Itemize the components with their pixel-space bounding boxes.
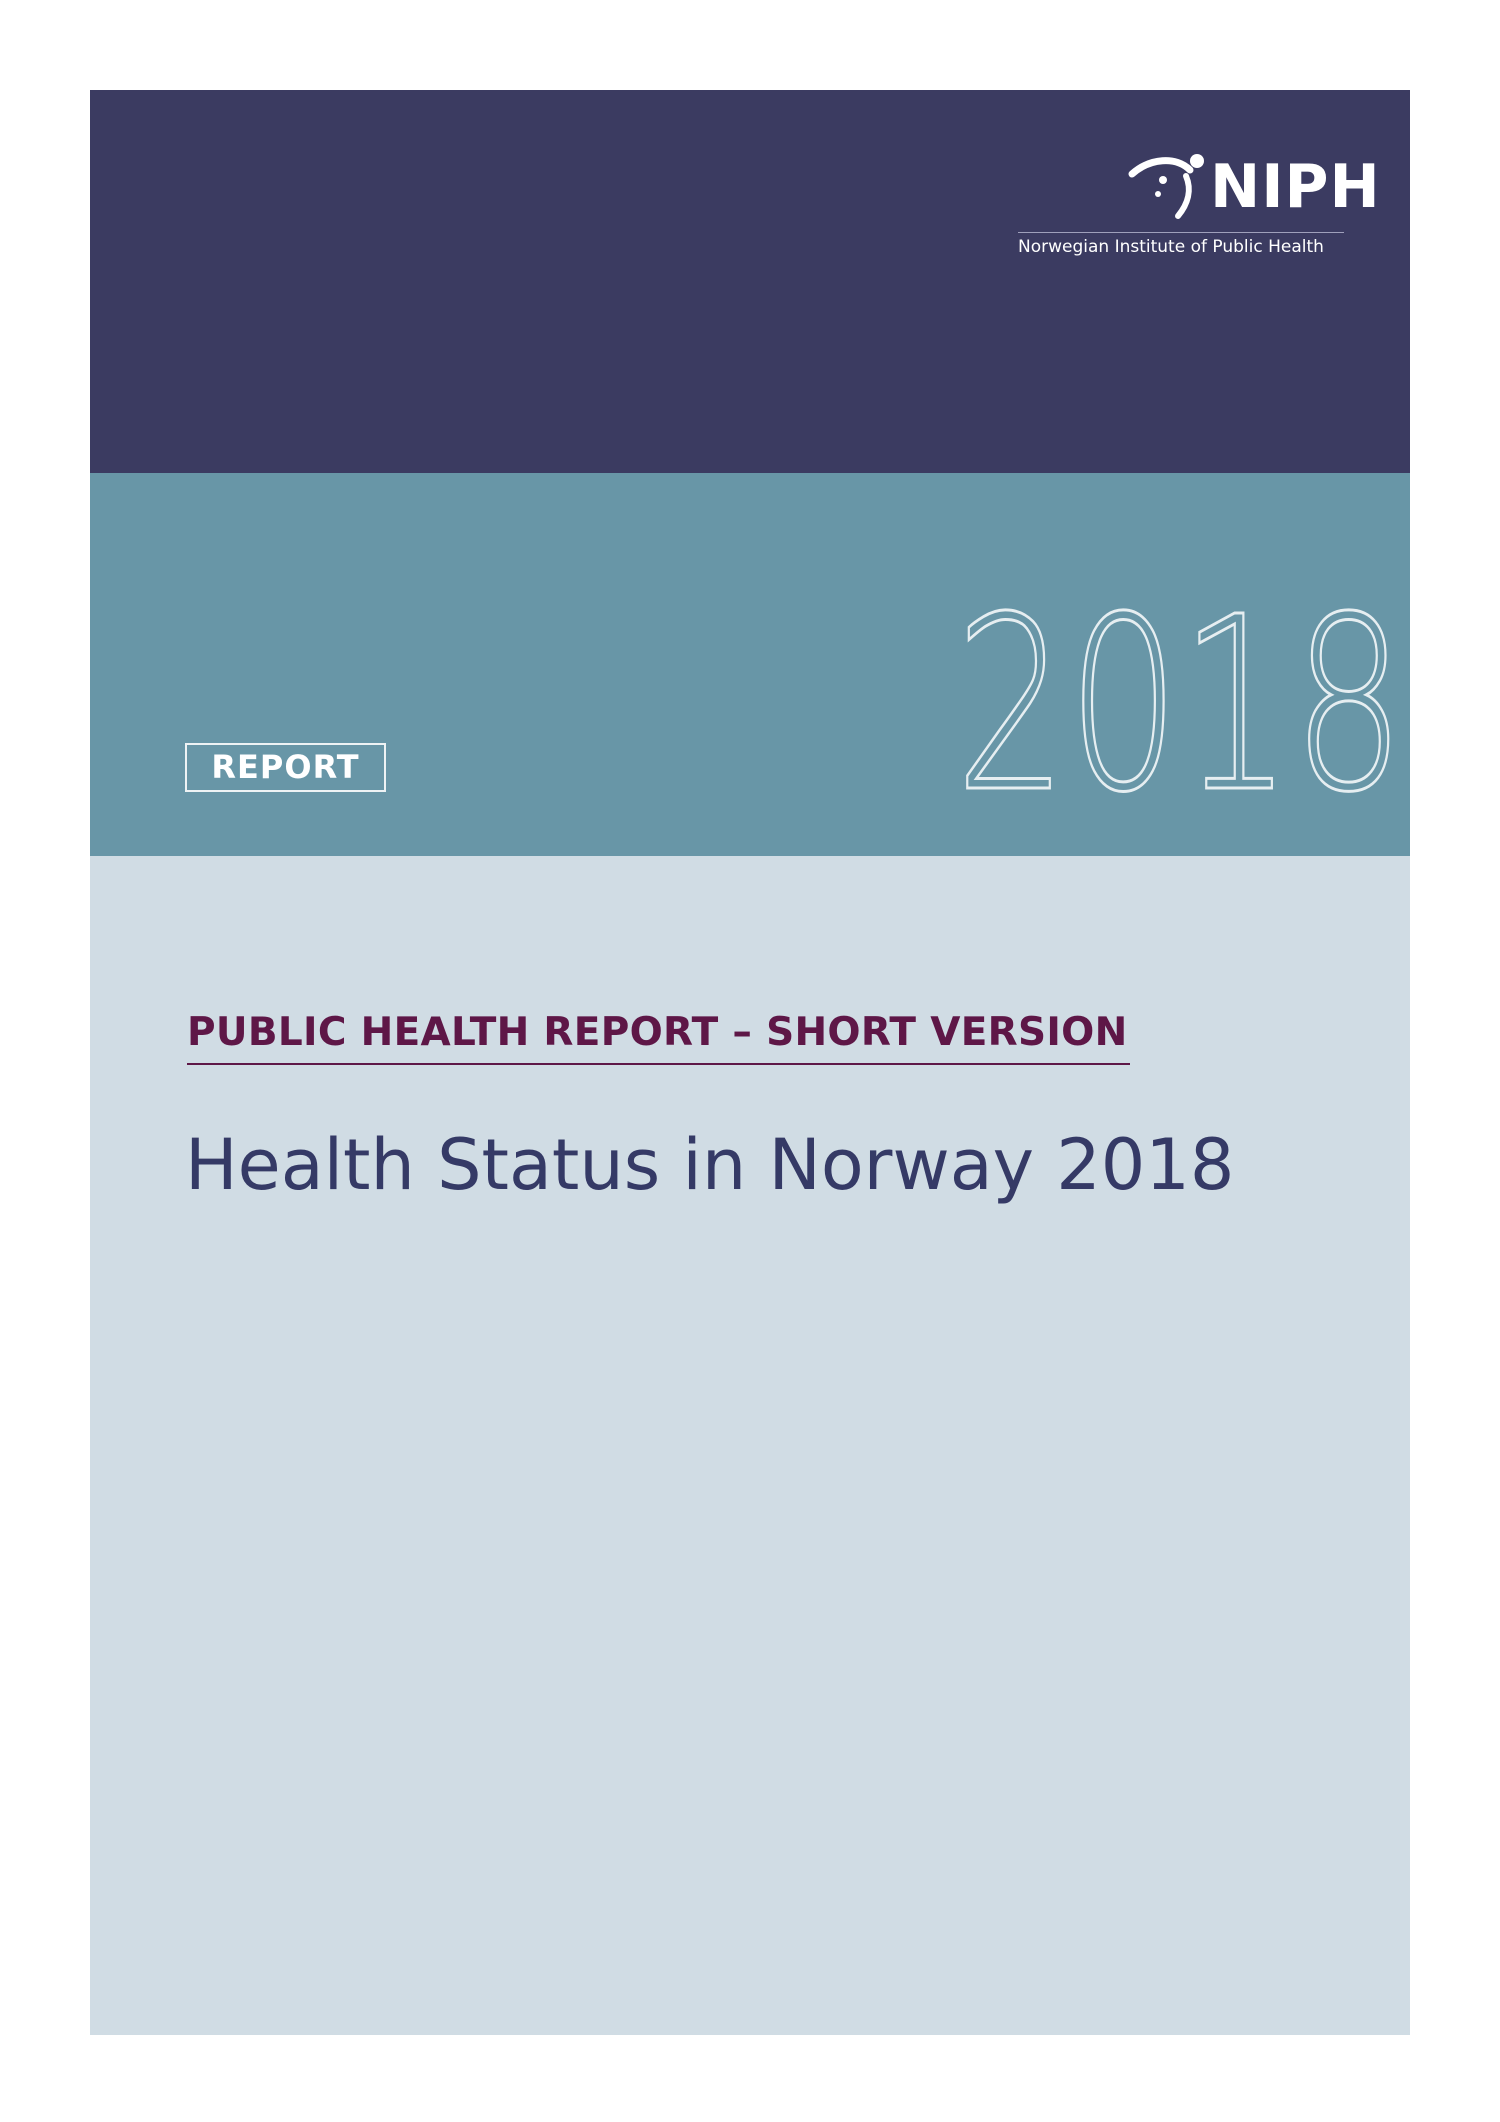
report-subtitle: PUBLIC HEALTH REPORT – SHORT VERSION xyxy=(187,1010,1128,1055)
logo-institute-name: Norwegian Institute of Public Health xyxy=(1018,237,1324,257)
logo-wordmark: NIPH xyxy=(1210,152,1381,222)
niph-logo xyxy=(1018,152,1381,262)
report-badge: REPORT xyxy=(185,743,386,792)
niph-figure-icon xyxy=(1128,152,1208,222)
report-title: Health Status in Norway 2018 xyxy=(185,1124,1235,1206)
subtitle-underline xyxy=(187,1063,1130,1065)
cover-top-band xyxy=(90,90,1410,473)
cover-year xyxy=(835,598,1410,798)
logo-divider xyxy=(1018,232,1344,233)
cover-year-text: 2018 xyxy=(955,598,1405,798)
report-cover xyxy=(90,90,1410,2035)
